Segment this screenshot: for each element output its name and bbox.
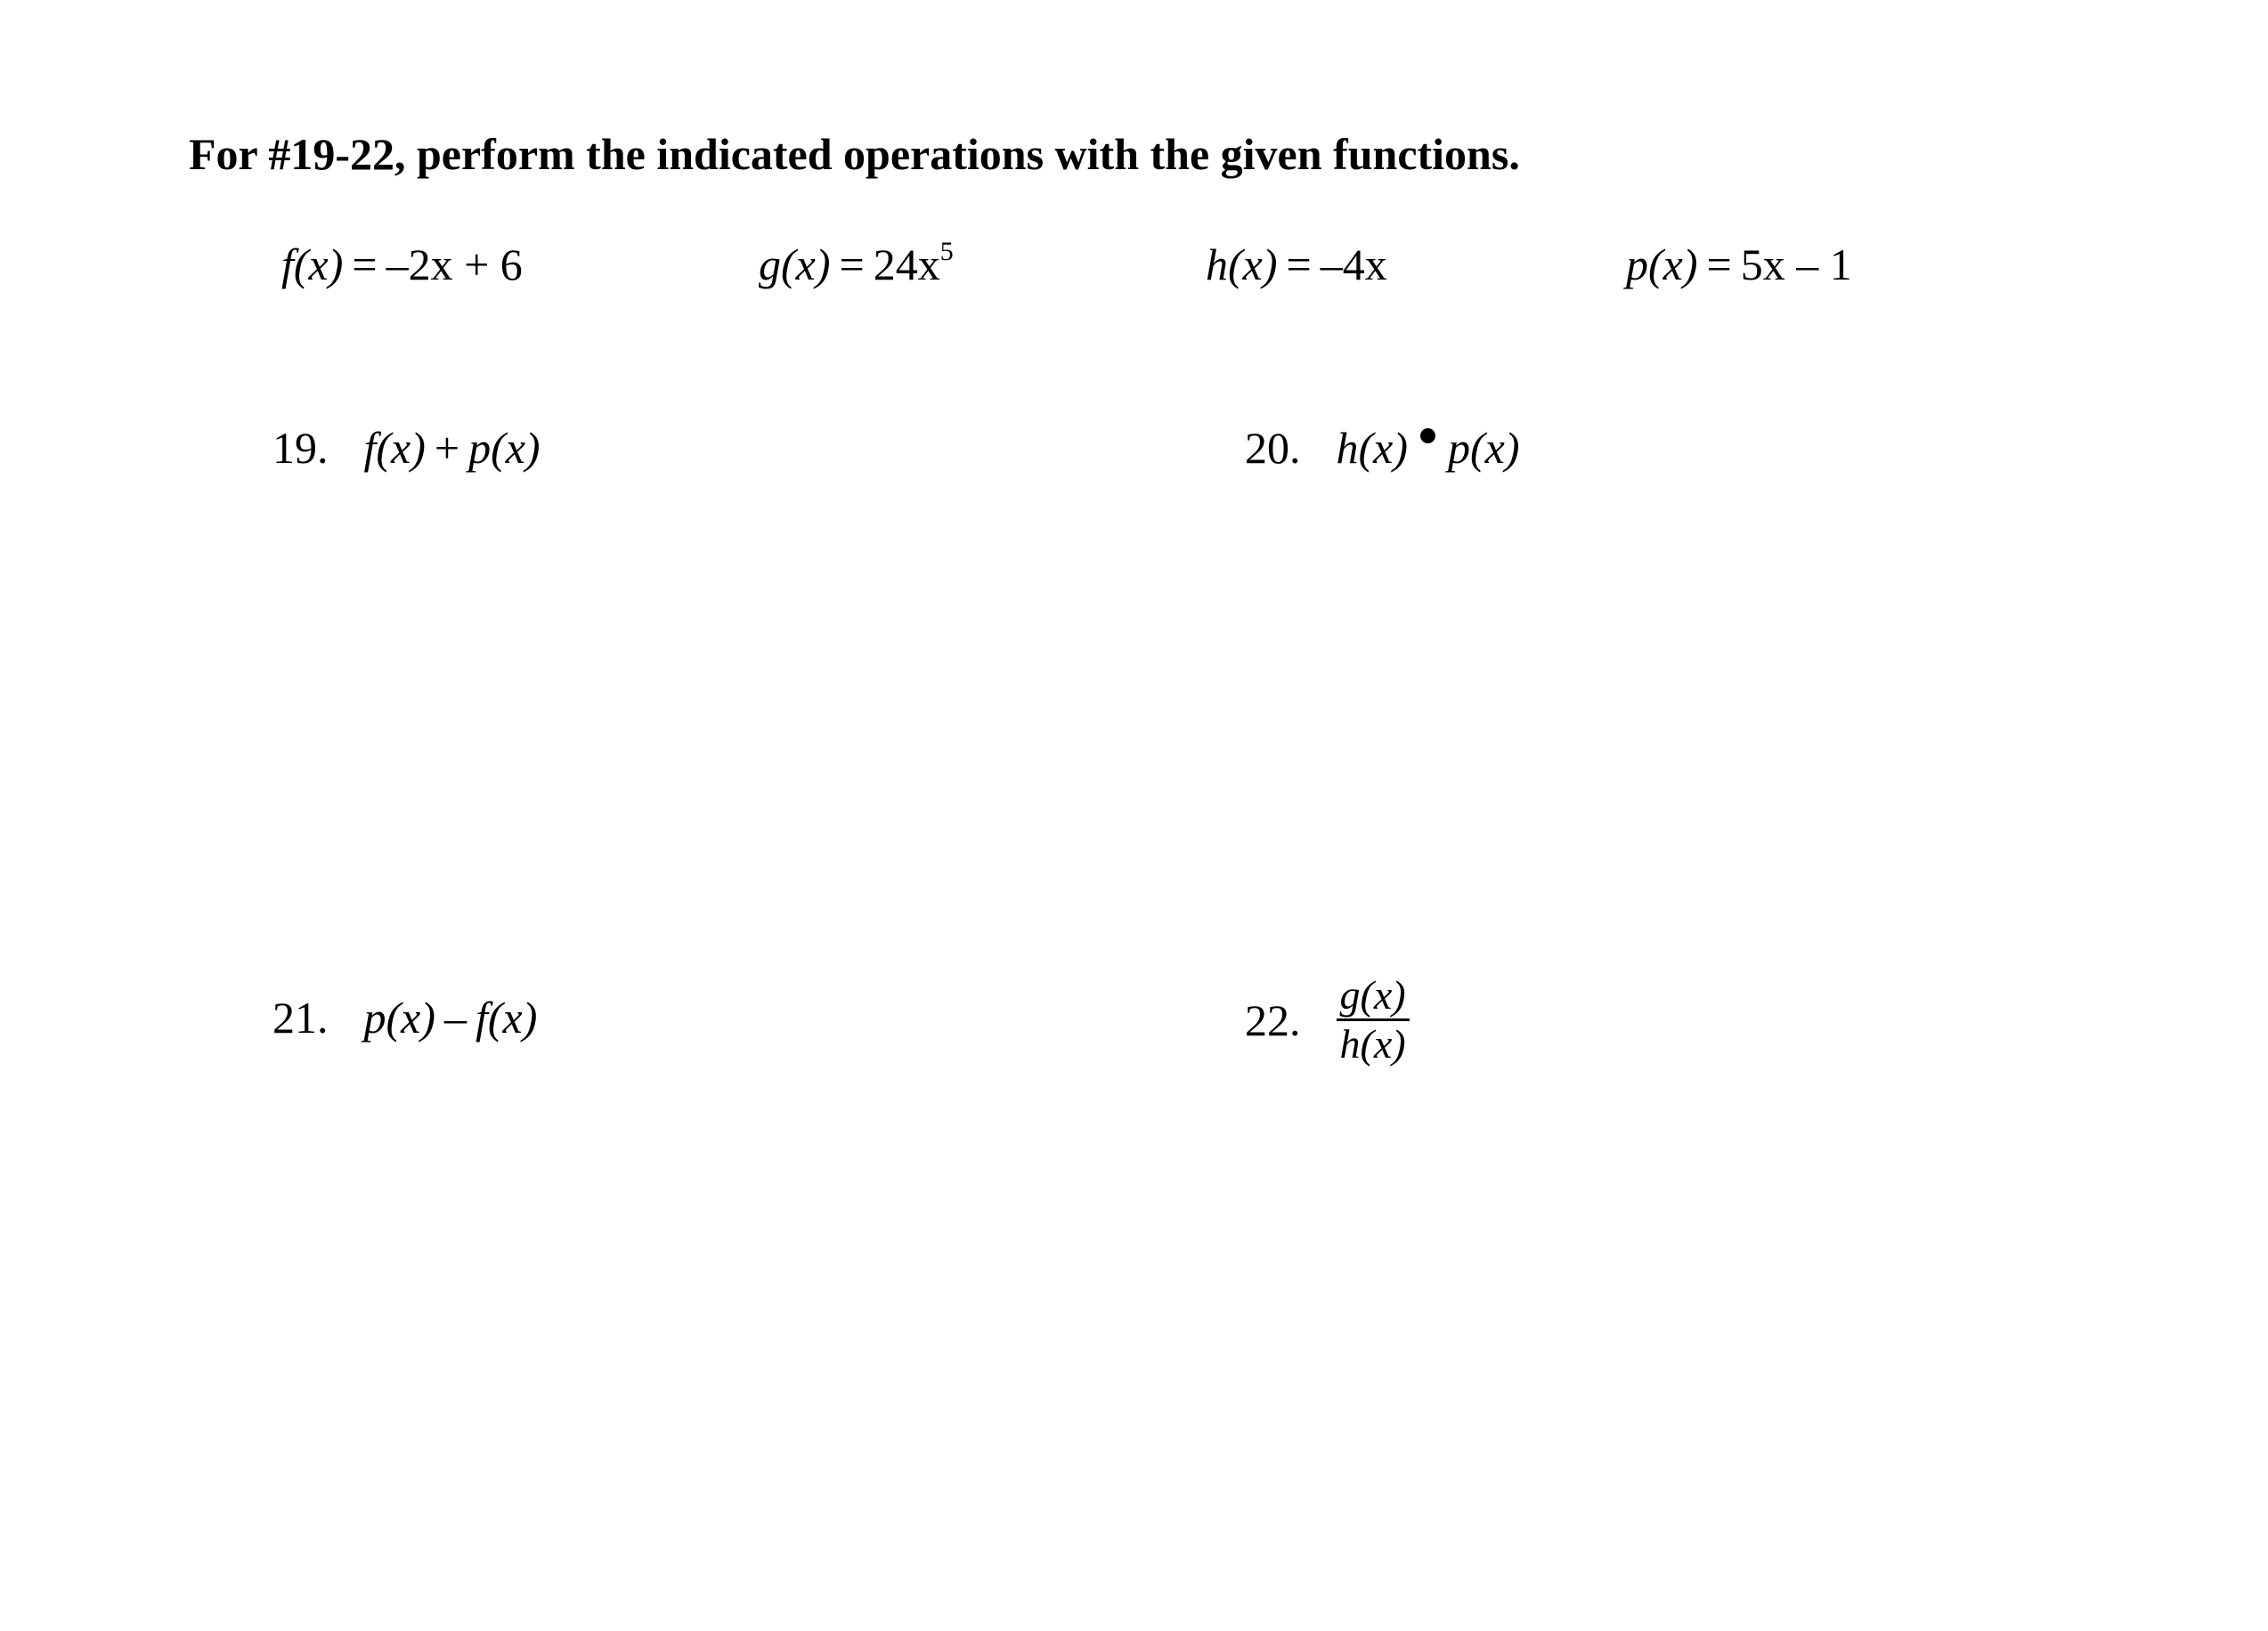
problem-19 — [272, 423, 541, 473]
problem-21-operator: – — [444, 993, 467, 1043]
problem-19-number: 19. — [272, 423, 329, 473]
multiplication-dot-icon — [1420, 428, 1435, 443]
function-g-definition: $g(x) = 24x^5$ — [759, 237, 954, 289]
problem-21-left: p(x) — [363, 993, 435, 1043]
function-f-definition: f(x) = –2x + 6 — [281, 239, 523, 289]
problem-19-operator: + — [434, 423, 460, 473]
function-g-name: g(x) — [759, 239, 831, 289]
problem-22-number: 22. — [1245, 994, 1301, 1045]
problem-21 — [272, 993, 538, 1043]
problem-20-right: p(x) — [1448, 423, 1520, 473]
problem-19-right: p(x) — [468, 423, 541, 473]
function-h-definition: h(x) = –4x — [1206, 239, 1387, 289]
function-p-expression: 5x – 1 — [1740, 239, 1852, 289]
function-f-name: f(x) — [281, 239, 344, 289]
instructions-heading: For #19-22, perform the indicated operations with the given functions. — [189, 129, 1520, 179]
function-p-name: p(x) — [1626, 239, 1698, 289]
problem-21-right: f(x) — [476, 993, 538, 1043]
function-g-exponent: 5 — [939, 237, 954, 266]
problem-22-fraction — [1337, 974, 1410, 1067]
problem-21-number: 21. — [272, 993, 329, 1043]
problem-20-left: h(x) — [1336, 423, 1408, 473]
function-h-expression: –4x — [1320, 239, 1387, 289]
function-h-name: h(x) — [1206, 239, 1278, 289]
problem-22-numerator: g(x) — [1339, 972, 1406, 1018]
problem-22 — [1245, 974, 1410, 1067]
problem-22-denominator: h(x) — [1339, 1021, 1406, 1067]
problem-19-left: f(x) — [363, 423, 426, 473]
function-p-definition: p(x) = 5x – 1 — [1626, 239, 1852, 289]
function-f-expression: –2x + 6 — [386, 239, 523, 289]
function-g-expression: 24x — [873, 239, 940, 289]
problem-20 — [1245, 423, 1520, 473]
problem-20-number: 20. — [1245, 423, 1301, 473]
